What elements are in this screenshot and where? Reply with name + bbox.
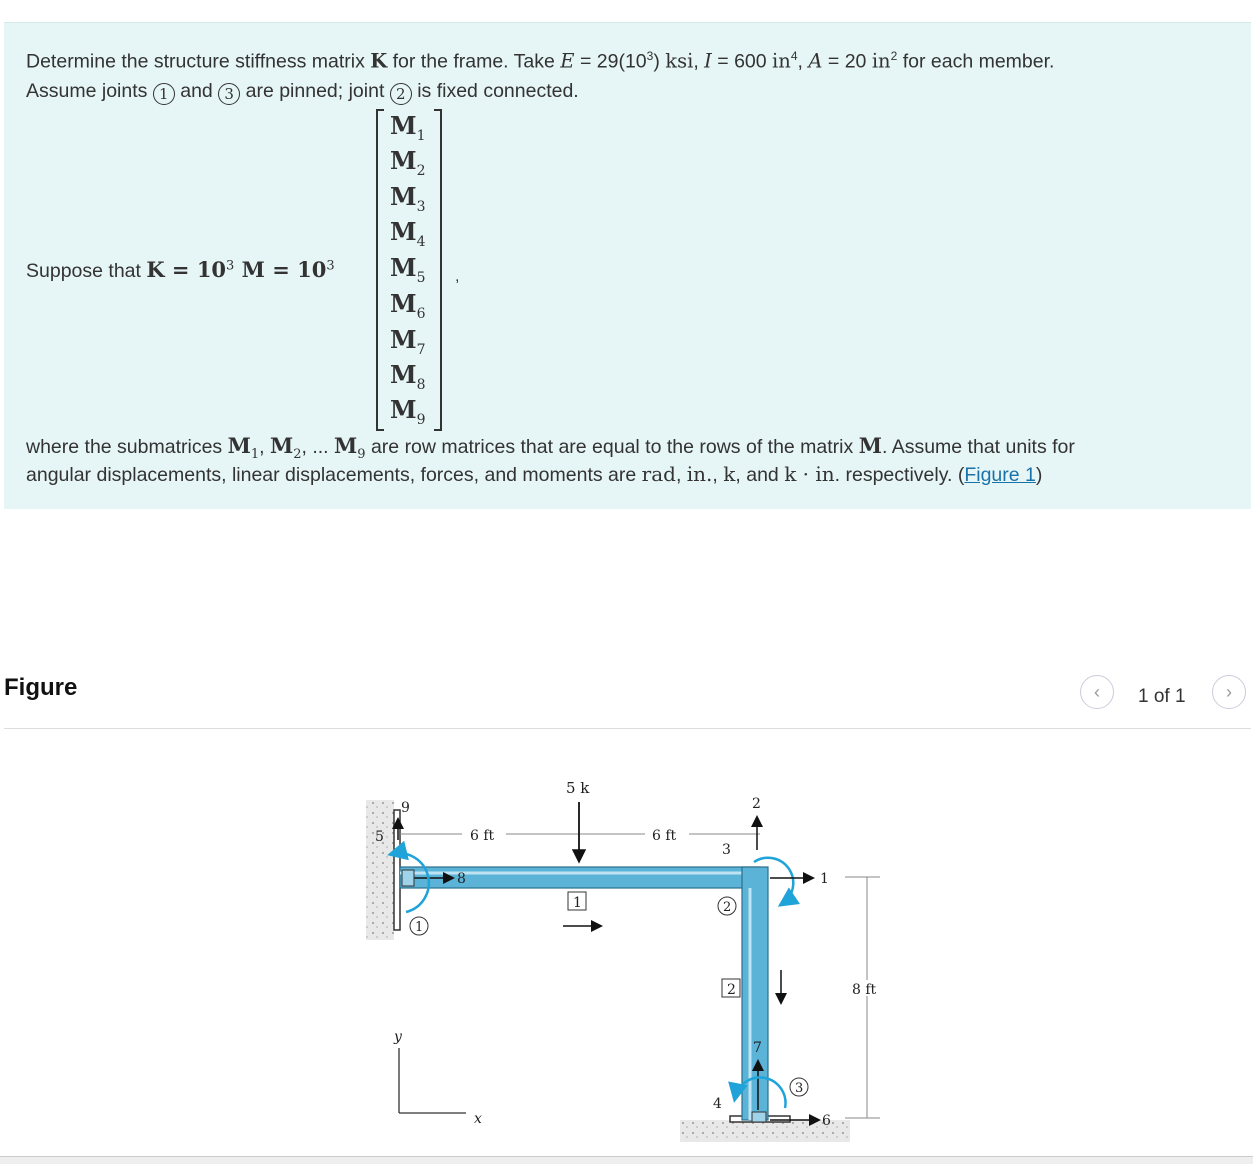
frame-figure	[0, 730, 1253, 1155]
equation: K = 10	[146, 257, 227, 282]
matrix-row-9: $M_9$	[390, 395, 426, 428]
text: is fixed connected.	[411, 80, 579, 102]
symbol-M1: M	[227, 433, 251, 458]
matrix-M	[376, 109, 442, 429]
unit-kin: k · in	[784, 462, 835, 486]
symbol-A: A	[808, 49, 823, 73]
dim-right-label: 6 ft	[652, 828, 677, 844]
matrix-row-1: $M_1$	[390, 111, 426, 144]
matrix-row-3: $M_3$	[390, 182, 426, 215]
units-line	[26, 462, 1042, 487]
page-indicator: 1 of 1	[1138, 686, 1186, 707]
code-8: 8	[457, 871, 466, 887]
matrix-row-7: $M_7$	[390, 325, 426, 358]
unit-rad: rad	[641, 462, 676, 486]
wall-plate	[394, 810, 400, 930]
member-1-label: 1	[573, 895, 582, 911]
text: for the frame. Take	[387, 50, 561, 73]
text: for each member.	[897, 50, 1055, 73]
pin-joint-1	[402, 870, 414, 886]
member-1-beam	[400, 867, 760, 888]
joint-2-label: 2	[723, 900, 732, 915]
problem-statement	[4, 22, 1251, 509]
exponent: 3	[646, 49, 654, 63]
subscript: 1	[250, 446, 260, 462]
symbol-K: K	[370, 49, 388, 73]
matrix-row-4: $M_4$	[390, 217, 426, 250]
suppose-line	[26, 257, 335, 283]
text: and	[174, 80, 219, 102]
joint-1-label: 1	[153, 83, 175, 105]
code-3: 3	[722, 842, 731, 858]
code-4: 4	[713, 1096, 722, 1112]
pin-joint-3	[752, 1112, 766, 1122]
matrix-row-2: $M_2$	[390, 146, 426, 179]
code-6: 6	[822, 1113, 831, 1129]
text: ,	[259, 436, 270, 458]
text: , ...	[301, 436, 335, 458]
unit-in: in.	[686, 462, 713, 486]
problem-line-2	[26, 80, 579, 105]
matrix-comma: ,	[455, 268, 460, 285]
text: . respectively. (	[834, 464, 965, 486]
joint-3-label: 3	[218, 83, 240, 105]
text: Suppose that	[26, 260, 147, 282]
text: where the submatrices	[26, 436, 228, 458]
text: are pinned; joint	[240, 80, 390, 102]
symbol-M9: M	[334, 433, 358, 458]
equation: M = 10	[234, 257, 327, 282]
code-7: 7	[753, 1040, 762, 1056]
joint-2-label: 2	[390, 83, 412, 105]
matrix-row-6: $M_6$	[390, 289, 426, 322]
text: ,	[693, 50, 705, 73]
chevron-right-icon: ›	[1226, 682, 1232, 702]
text: = 20	[822, 50, 872, 73]
figure-heading: Figure	[4, 674, 78, 701]
text: Determine the structure stiffness matrix	[26, 50, 371, 73]
figure-1-link[interactable]: Figure 1	[964, 464, 1036, 486]
exponent: 4	[790, 49, 798, 63]
dim-height-label: 8 ft	[852, 982, 877, 998]
subscript: 2	[293, 446, 302, 462]
load-label: 5 k	[566, 779, 590, 797]
subscript: 9	[357, 446, 366, 462]
bracket-left	[376, 109, 384, 431]
divider	[4, 728, 1251, 729]
member-2-label: 2	[727, 982, 736, 998]
symbol-E: E	[560, 49, 575, 73]
text: angular displacements, linear displacements, forces, and moments are	[26, 464, 642, 486]
matrix-row-5: $M_5$	[390, 253, 426, 286]
text: are row matrices that are equal to the rows of the matrix	[365, 436, 859, 458]
code-5: 5	[375, 829, 384, 845]
x-axis-label: x	[474, 1111, 482, 1127]
unit-in: in	[772, 49, 791, 73]
unit-k: k	[723, 462, 736, 486]
code-9: 9	[401, 800, 410, 816]
where-line	[26, 433, 1075, 462]
wall-support	[366, 800, 394, 940]
next-figure-button[interactable]	[1212, 675, 1246, 709]
exponent: 3	[326, 258, 335, 274]
symbol-I: I	[704, 49, 712, 73]
matrix-row-8: $M_8$	[390, 360, 426, 393]
text: . Assume that units for	[881, 436, 1075, 458]
text: , and	[735, 464, 785, 486]
problem-line-1	[26, 49, 1054, 74]
joint-3-label: 3	[795, 1081, 804, 1096]
code-1: 1	[820, 871, 829, 887]
chevron-left-icon: ‹	[1094, 682, 1100, 702]
text: Assume joints	[26, 80, 153, 102]
text: = 29(10	[574, 50, 647, 73]
unit-in: in	[871, 49, 891, 73]
text: = 600	[711, 50, 773, 73]
exponent: 2	[890, 49, 898, 63]
y-axis-label: y	[394, 1029, 402, 1045]
symbol-M2: M	[269, 433, 294, 458]
prev-figure-button[interactable]	[1080, 675, 1114, 709]
text: )	[653, 50, 666, 73]
text: ,	[797, 50, 809, 73]
dim-left-label: 6 ft	[470, 828, 495, 844]
code-2: 2	[752, 796, 761, 812]
text: ,	[712, 464, 724, 486]
unit-ksi: ksi	[665, 49, 694, 73]
symbol-M: M	[858, 433, 882, 458]
text: )	[1035, 464, 1043, 486]
bracket-right	[434, 109, 442, 431]
text: ,	[675, 464, 687, 486]
joint-1-label: 1	[415, 920, 424, 935]
exponent: 3	[226, 258, 235, 274]
